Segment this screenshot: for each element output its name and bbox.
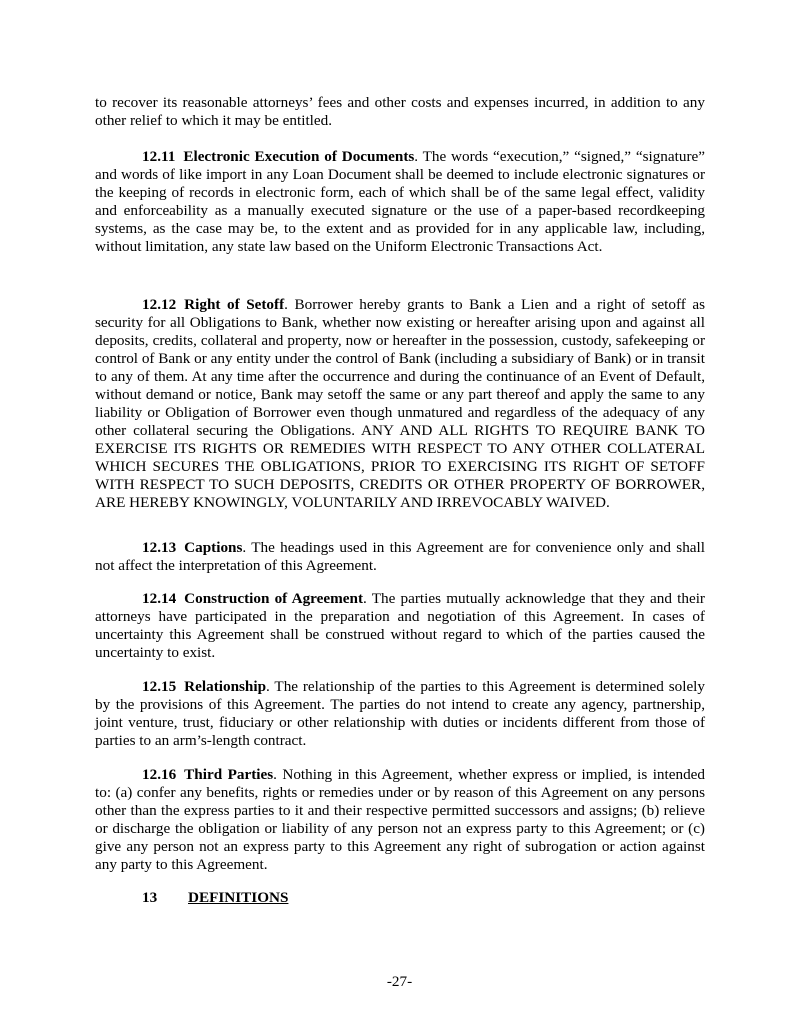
section-body: . Borrower hereby grants to Bank a Lien and a right of setoff as security for all Obligations to Bank, whether now existing or hereafter arising upon and against all deposits, credits, collateral and property, now or hereafter in the possession, custody, safekeeping or control of Bank or any entity under the control of Bank (including a subsidiary of Bank) or in transit to any of them. At any time after the occurrence and during the continuance of an Event of Default, without demand or notice, Bank may setoff the same or any part thereof and apply the same to any liability or Obligation of Borrower even though unmatured and regardless of the adequacy of any other collateral securing the Obligations. ANY AND ALL RIGHTS TO REQUIRE BANK TO EXERCISE ITS RIGHTS OR REMEDIES WITH RESPECT TO ANY OTHER COLLATERAL WHICH SECURES THE OBLIGATIONS, PRIOR TO EXERCISING ITS RIGHT OF SETOFF WITH RESPECT TO SUCH DEPOSITS, CREDITS OR OTHER PROPERTY OF BORROWER, ARE HEREBY KNOWINGLY, VOLUNTARILY AND IRREVOCABLY WAIVED. (95, 296, 706, 511)
section-heading: Right of Setoff (184, 296, 285, 313)
section-12-15 (95, 678, 705, 750)
section-heading: Relationship (184, 678, 267, 695)
section-heading: Electronic Execution of Documents (183, 148, 415, 165)
section-number: 12.13 (142, 539, 177, 556)
section-body: . Nothing in this Agreement, whether express or implied, is intended to: (a) confer any benefits, rights or remedies under or by reason of this Agreement on any persons other than the express parties to it and their respective permitted successors and assigns; (b) relieve or discharge the obligation or liability of any person not an express party to this Agreement; or (c) give any person not an express party to this Agreement any right of subrogation or action against any party to this Agreement. (95, 766, 706, 873)
section-12-14 (95, 590, 705, 662)
intro-paragraph: to recover its reasonable attorneys’ fees and other costs and expenses incurred, in addition to any other relief to which it may be entitled. (95, 94, 705, 129)
section-12-13 (95, 539, 705, 575)
section-12-16 (95, 766, 705, 874)
section-number: 12.14 (142, 590, 177, 607)
section-title: DEFINITIONS (188, 889, 289, 906)
section-12-12 (95, 296, 705, 512)
section-heading: Captions (184, 539, 243, 556)
section-heading: Third Parties (184, 766, 274, 783)
section-number: 12.15 (142, 678, 177, 695)
section-heading: Construction of Agreement (184, 590, 364, 607)
section-body: . The relationship of the parties to this Agreement is determined solely by the provisions of this Agreement. The parties do not intend to create any agency, partnership, joint venture, trust, fiduciary or other relationship with duties or incidents different from those of parties to an arm’s-length contract. (95, 678, 705, 749)
section-12-11 (95, 148, 705, 256)
page-number: -27- (386, 973, 413, 990)
section-number: 12.11 (142, 148, 176, 165)
section-body: . The parties mutually acknowledge that they and their attorneys have participated in the preparation and negotiation of this Agreement. In cases of uncertainty this Agreement shall be construed without regard to which of the parties caused the uncertainty to exist. (95, 590, 705, 661)
section-number: 13 (142, 889, 158, 906)
section-number: 12.16 (142, 766, 177, 783)
section-body: . The headings used in this Agreement are for convenience only and shall not affect the interpretation of this Agreement. (95, 539, 705, 574)
section-number: 12.12 (142, 296, 177, 313)
section-body: . The words “execution,” “signed,” “signature” and words of like import in any Loan Document shall be deemed to include electronic signatures or the keeping of records in electronic form, each of which shall be of the same legal effect, validity and enforceability as a manually executed signature or the use of a paper-based recordkeeping systems, as the case may be, to the extent and as provided for in any applicable law, including, without limitation, any state law based on the Uniform Electronic Transactions Act. (95, 148, 705, 255)
section-13-heading (142, 889, 288, 907)
